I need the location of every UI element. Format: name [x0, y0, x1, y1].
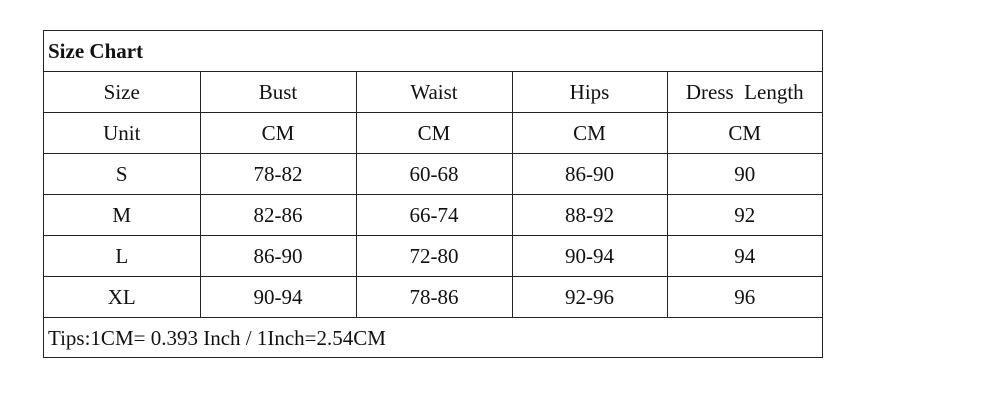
dress-length-cell: 94	[667, 236, 822, 277]
unit-hips: CM	[512, 113, 667, 154]
unit-bust: CM	[200, 113, 356, 154]
table-row	[44, 195, 822, 236]
size-cell: L	[44, 236, 200, 277]
waist-cell: 72-80	[356, 236, 512, 277]
unit-row	[44, 113, 822, 154]
table-row	[44, 154, 822, 195]
table-row	[44, 277, 822, 318]
unit-dress-length: CM	[667, 113, 822, 154]
hips-cell: 90-94	[512, 236, 667, 277]
unit-label: Unit	[44, 113, 200, 154]
unit-waist: CM	[356, 113, 512, 154]
bust-cell: 86-90	[200, 236, 356, 277]
waist-cell: 60-68	[356, 154, 512, 195]
column-header-waist: Waist	[356, 72, 512, 113]
bust-cell: 78-82	[200, 154, 356, 195]
column-header-hips: Hips	[512, 72, 667, 113]
hips-cell: 86-90	[512, 154, 667, 195]
waist-cell: 66-74	[356, 195, 512, 236]
column-header-bust: Bust	[200, 72, 356, 113]
dress-length-cell: 96	[667, 277, 822, 318]
size-cell: M	[44, 195, 200, 236]
dress-length-cell: 90	[667, 154, 822, 195]
column-header-dress-length: Dress Length	[667, 72, 822, 113]
bust-cell: 82-86	[200, 195, 356, 236]
size-table	[44, 72, 822, 318]
header-row	[44, 72, 822, 113]
bust-cell: 90-94	[200, 277, 356, 318]
hips-cell: 88-92	[512, 195, 667, 236]
size-chart	[43, 30, 823, 358]
hips-cell: 92-96	[512, 277, 667, 318]
size-cell: S	[44, 154, 200, 195]
size-chart-title: Size Chart	[44, 31, 822, 72]
table-row	[44, 236, 822, 277]
waist-cell: 78-86	[356, 277, 512, 318]
size-cell: XL	[44, 277, 200, 318]
dress-length-cell: 92	[667, 195, 822, 236]
conversion-tips: Tips:1CM= 0.393 Inch / 1Inch=2.54CM	[48, 326, 386, 350]
column-header-size: Size	[44, 72, 200, 113]
